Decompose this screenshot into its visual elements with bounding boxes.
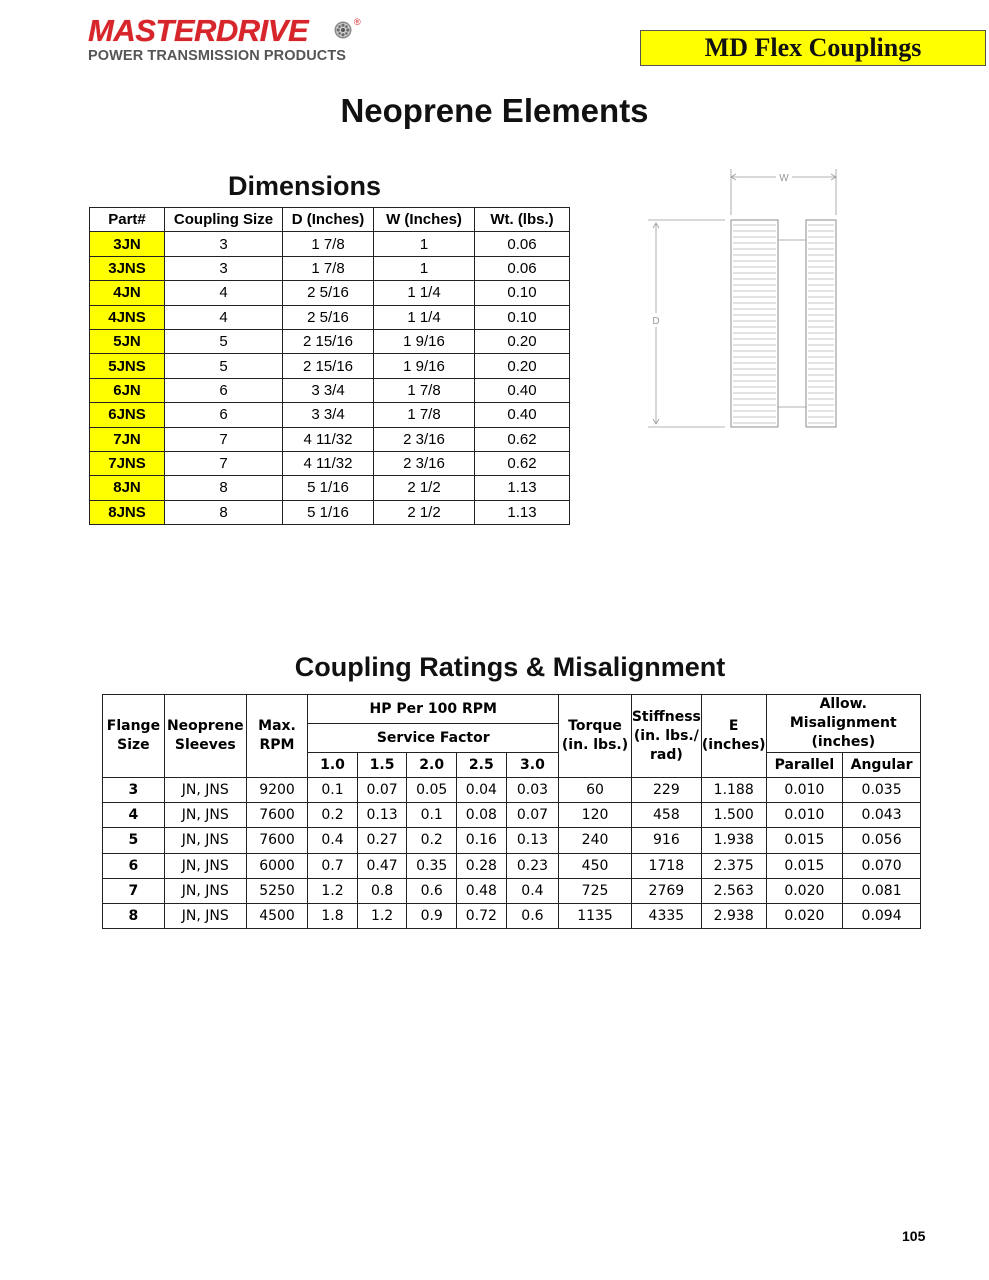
cell-hp-sf-2-0: 0.35: [407, 853, 457, 878]
cell-hp-sf-3-0: 0.07: [506, 803, 559, 828]
header-service-factor: Service Factor: [308, 724, 559, 753]
cell-e: 2.375: [701, 853, 766, 878]
dimensions-title: Dimensions: [228, 171, 382, 201]
ratings-header-row-1: [103, 695, 921, 724]
brand-logo: [88, 14, 388, 70]
cell-weight: 0.20: [475, 329, 570, 353]
cell-torque: 60: [559, 778, 632, 803]
cell-stiffness: 1718: [631, 853, 701, 878]
dimensions-row: [90, 500, 570, 524]
diameter-label: D: [652, 316, 660, 327]
cell-torque: 120: [559, 803, 632, 828]
header-hp-group: HP Per 100 RPM: [308, 695, 559, 724]
cell-coupling-size: 7: [165, 427, 283, 451]
cell-parallel: 0.015: [766, 853, 843, 878]
header-angular: Angular: [843, 753, 921, 778]
cell-sleeves: JN, JNS: [164, 803, 246, 828]
cell-weight: 0.06: [475, 256, 570, 280]
cell-flange-size: 8: [103, 903, 165, 928]
cell-coupling-size: 6: [165, 378, 283, 402]
cell-d: 3 3/4: [283, 378, 374, 402]
col-header-coupling-size: Coupling Size: [165, 208, 283, 232]
cell-stiffness: 2769: [631, 878, 701, 903]
cell-max-rpm: 7600: [246, 828, 308, 853]
header-sf-2-0: 2.0: [407, 753, 457, 778]
col-header-weight: Wt. (lbs.): [475, 208, 570, 232]
cell-sleeves: JN, JNS: [164, 853, 246, 878]
cell-hp-sf-2-5: 0.16: [457, 828, 507, 853]
cell-coupling-size: 4: [165, 305, 283, 329]
cell-hp-sf-2-5: 0.28: [457, 853, 507, 878]
cell-d: 4 11/32: [283, 451, 374, 475]
cell-w: 1 9/16: [374, 354, 475, 378]
cell-hp-sf-1-0: 0.7: [308, 853, 358, 878]
cell-angular: 0.043: [843, 803, 921, 828]
cell-coupling-size: 7: [165, 451, 283, 475]
cell-flange-size: 3: [103, 778, 165, 803]
ratings-row: [103, 878, 921, 903]
header-max-rpm: Max. RPM: [246, 695, 308, 778]
cell-hp-sf-1-0: 1.2: [308, 878, 358, 903]
registered-mark: ®: [354, 17, 361, 27]
cell-hp-sf-3-0: 0.03: [506, 778, 559, 803]
cell-d: 2 5/16: [283, 281, 374, 305]
ratings-row: [103, 778, 921, 803]
cell-w: 1: [374, 232, 475, 256]
cell-max-rpm: 4500: [246, 903, 308, 928]
cell-coupling-size: 4: [165, 281, 283, 305]
neoprene-element-diagram: [640, 165, 850, 435]
cell-coupling-size: 5: [165, 354, 283, 378]
cell-d: 5 1/16: [283, 500, 374, 524]
cell-hp-sf-2-0: 0.6: [407, 878, 457, 903]
cell-d: 2 5/16: [283, 305, 374, 329]
cell-weight: 1.13: [475, 500, 570, 524]
cell-weight: 0.62: [475, 451, 570, 475]
cell-hp-sf-2-5: 0.72: [457, 903, 507, 928]
cell-parallel: 0.010: [766, 778, 843, 803]
cell-weight: 0.06: [475, 232, 570, 256]
cell-hp-sf-1-5: 0.13: [357, 803, 407, 828]
header-stiffness: Stiffness (in. lbs./ rad): [631, 695, 701, 778]
cell-part: 8JNS: [90, 500, 165, 524]
cell-sleeves: JN, JNS: [164, 828, 246, 853]
cell-d: 2 15/16: [283, 329, 374, 353]
cell-hp-sf-2-0: 0.2: [407, 828, 457, 853]
cell-torque: 240: [559, 828, 632, 853]
ratings-row: [103, 853, 921, 878]
cell-weight: 0.62: [475, 427, 570, 451]
cell-d: 2 15/16: [283, 354, 374, 378]
cell-hp-sf-2-0: 0.1: [407, 803, 457, 828]
cell-d: 1 7/8: [283, 256, 374, 280]
cell-hp-sf-2-5: 0.04: [457, 778, 507, 803]
dimensions-row: [90, 476, 570, 500]
section-header: MD Flex Couplings: [640, 30, 986, 66]
cell-angular: 0.056: [843, 828, 921, 853]
cell-max-rpm: 7600: [246, 803, 308, 828]
cell-coupling-size: 3: [165, 232, 283, 256]
ratings-row: [103, 828, 921, 853]
cell-angular: 0.081: [843, 878, 921, 903]
cell-hp-sf-2-5: 0.48: [457, 878, 507, 903]
cell-w: 1 1/4: [374, 305, 475, 329]
cell-hp-sf-1-5: 1.2: [357, 903, 407, 928]
cell-weight: 0.40: [475, 403, 570, 427]
cell-flange-size: 7: [103, 878, 165, 903]
dimensions-row: [90, 232, 570, 256]
header-parallel: Parallel: [766, 753, 843, 778]
cell-hp-sf-1-0: 1.8: [308, 903, 358, 928]
cell-coupling-size: 5: [165, 329, 283, 353]
cell-d: 1 7/8: [283, 232, 374, 256]
cell-d: 4 11/32: [283, 427, 374, 451]
dimensions-row: [90, 256, 570, 280]
cell-torque: 725: [559, 878, 632, 903]
cell-max-rpm: 6000: [246, 853, 308, 878]
cell-stiffness: 4335: [631, 903, 701, 928]
cell-part: 6JNS: [90, 403, 165, 427]
cell-weight: 1.13: [475, 476, 570, 500]
cell-max-rpm: 5250: [246, 878, 308, 903]
col-header-w: W (Inches): [374, 208, 475, 232]
cell-e: 1.500: [701, 803, 766, 828]
cell-d: 3 3/4: [283, 403, 374, 427]
cell-w: 1 7/8: [374, 403, 475, 427]
dimensions-row: [90, 427, 570, 451]
dimensions-row: [90, 451, 570, 475]
header-misalignment: Allow. Misalignment (inches): [766, 695, 920, 753]
cell-d: 5 1/16: [283, 476, 374, 500]
dimensions-row: [90, 305, 570, 329]
cell-part: 8JN: [90, 476, 165, 500]
col-header-part: Part#: [90, 208, 165, 232]
cell-hp-sf-1-5: 0.07: [357, 778, 407, 803]
cell-part: 5JN: [90, 329, 165, 353]
cell-e: 1.188: [701, 778, 766, 803]
cell-w: 1 7/8: [374, 378, 475, 402]
cell-hp-sf-3-0: 0.4: [506, 878, 559, 903]
brand-name: MASTERDRIVE: [88, 13, 309, 48]
cell-parallel: 0.020: [766, 878, 843, 903]
ratings-title: Coupling Ratings & Misalignment: [294, 652, 726, 682]
cell-hp-sf-2-0: 0.9: [407, 903, 457, 928]
cell-hp-sf-2-5: 0.08: [457, 803, 507, 828]
gear-logo-icon: [333, 20, 353, 40]
cell-hp-sf-3-0: 0.13: [506, 828, 559, 853]
cell-w: 1: [374, 256, 475, 280]
cell-hp-sf-1-5: 0.8: [357, 878, 407, 903]
cell-part: 3JN: [90, 232, 165, 256]
cell-w: 2 1/2: [374, 500, 475, 524]
header-e: E (inches): [701, 695, 766, 778]
cell-w: 1 1/4: [374, 281, 475, 305]
cell-coupling-size: 8: [165, 500, 283, 524]
dimensions-row: [90, 281, 570, 305]
cell-stiffness: 229: [631, 778, 701, 803]
cell-flange-size: 4: [103, 803, 165, 828]
cell-sleeves: JN, JNS: [164, 778, 246, 803]
ratings-row: [103, 903, 921, 928]
cell-torque: 1135: [559, 903, 632, 928]
cell-hp-sf-3-0: 0.23: [506, 853, 559, 878]
cell-weight: 0.10: [475, 281, 570, 305]
cell-stiffness: 916: [631, 828, 701, 853]
cell-stiffness: 458: [631, 803, 701, 828]
cell-parallel: 0.015: [766, 828, 843, 853]
cell-part: 7JN: [90, 427, 165, 451]
col-header-d: D (Inches): [283, 208, 374, 232]
cell-hp-sf-1-5: 0.27: [357, 828, 407, 853]
cell-flange-size: 5: [103, 828, 165, 853]
cell-parallel: 0.020: [766, 903, 843, 928]
dimensions-row: [90, 378, 570, 402]
cell-part: 5JNS: [90, 354, 165, 378]
cell-hp-sf-3-0: 0.6: [506, 903, 559, 928]
header-sf-1-0: 1.0: [308, 753, 358, 778]
brand-tagline: POWER TRANSMISSION PRODUCTS: [88, 48, 347, 64]
ratings-table: [102, 694, 921, 929]
dimensions-table: [89, 207, 570, 525]
cell-hp-sf-1-0: 0.4: [308, 828, 358, 853]
cell-weight: 0.40: [475, 378, 570, 402]
cell-part: 4JNS: [90, 305, 165, 329]
dimensions-row: [90, 403, 570, 427]
cell-coupling-size: 8: [165, 476, 283, 500]
header-neoprene-sleeves: Neoprene Sleeves: [164, 695, 246, 778]
cell-max-rpm: 9200: [246, 778, 308, 803]
header-sf-3-0: 3.0: [506, 753, 559, 778]
cell-e: 1.938: [701, 828, 766, 853]
cell-weight: 0.20: [475, 354, 570, 378]
dimensions-row: [90, 329, 570, 353]
cell-part: 7JNS: [90, 451, 165, 475]
page-title: Neoprene Elements: [340, 92, 649, 129]
cell-weight: 0.10: [475, 305, 570, 329]
cell-w: 2 3/16: [374, 451, 475, 475]
cell-flange-size: 6: [103, 853, 165, 878]
cell-angular: 0.035: [843, 778, 921, 803]
cell-part: 3JNS: [90, 256, 165, 280]
cell-w: 1 9/16: [374, 329, 475, 353]
cell-coupling-size: 3: [165, 256, 283, 280]
width-label: W: [779, 173, 789, 184]
page-number: 105: [902, 1228, 926, 1244]
ratings-row: [103, 803, 921, 828]
cell-part: 4JN: [90, 281, 165, 305]
cell-torque: 450: [559, 853, 632, 878]
cell-e: 2.938: [701, 903, 766, 928]
cell-sleeves: JN, JNS: [164, 903, 246, 928]
cell-hp-sf-1-5: 0.47: [357, 853, 407, 878]
header-sf-1-5: 1.5: [357, 753, 407, 778]
cell-e: 2.563: [701, 878, 766, 903]
cell-w: 2 1/2: [374, 476, 475, 500]
cell-angular: 0.070: [843, 853, 921, 878]
cell-w: 2 3/16: [374, 427, 475, 451]
cell-coupling-size: 6: [165, 403, 283, 427]
cell-hp-sf-1-0: 0.1: [308, 778, 358, 803]
cell-sleeves: JN, JNS: [164, 878, 246, 903]
dimensions-header-row: [90, 208, 570, 232]
dimensions-row: [90, 354, 570, 378]
header-sf-2-5: 2.5: [457, 753, 507, 778]
cell-parallel: 0.010: [766, 803, 843, 828]
header-flange-size: Flange Size: [103, 695, 165, 778]
cell-part: 6JN: [90, 378, 165, 402]
cell-hp-sf-2-0: 0.05: [407, 778, 457, 803]
cell-angular: 0.094: [843, 903, 921, 928]
header-torque: Torque (in. lbs.): [559, 695, 632, 778]
cell-hp-sf-1-0: 0.2: [308, 803, 358, 828]
